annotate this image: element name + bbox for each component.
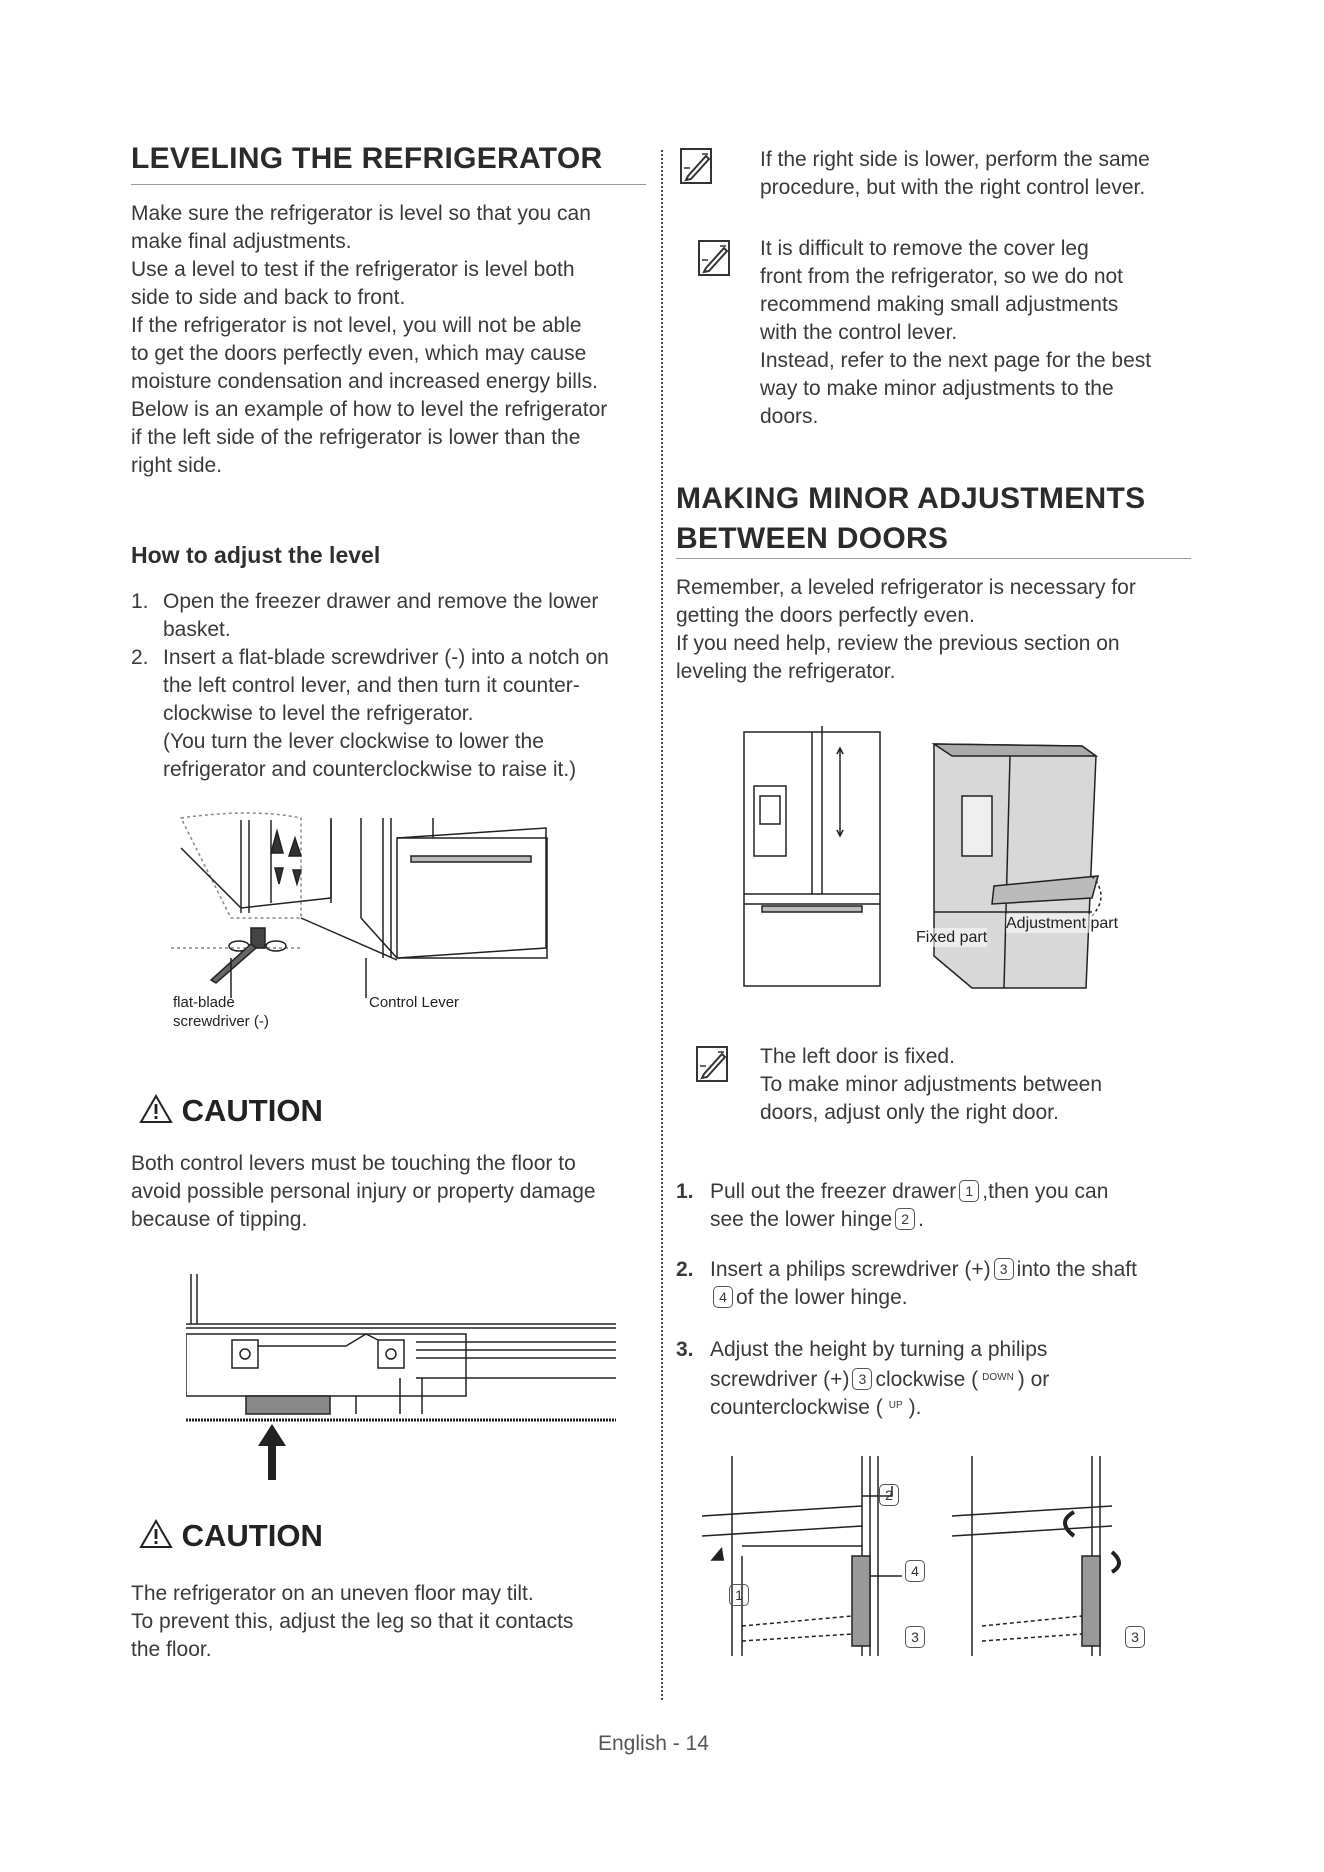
step-text: Pull out the freezer drawer xyxy=(710,1180,957,1203)
note-icon xyxy=(694,1044,730,1084)
caution-line: Both control levers must be touching the floor to xyxy=(131,1152,576,1175)
step-text: of the lower hinge. xyxy=(736,1286,908,1309)
caution-line: To prevent this, adjust the leg so that it contacts xyxy=(131,1610,574,1633)
note-line: doors. xyxy=(760,405,819,428)
caution-line: The refrigerator on an uneven floor may tilt. xyxy=(131,1582,534,1605)
step-text: screwdriver (+) xyxy=(710,1368,850,1391)
column-divider xyxy=(661,150,663,1700)
step-line: Insert a flat-blade screwdriver (-) into a notch on xyxy=(163,646,609,669)
step-line xyxy=(710,1206,924,1234)
fig-caption-screwdriver xyxy=(173,993,269,1031)
caption-line: flat-blade xyxy=(173,994,235,1011)
step-line xyxy=(710,1178,1108,1206)
note-icon xyxy=(678,146,714,186)
step-line: basket. xyxy=(163,618,231,641)
step-line xyxy=(710,1256,1137,1284)
adjustments-title-line1: MAKING MINOR ADJUSTMENTS xyxy=(676,482,1146,515)
note-line: To make minor adjustments between xyxy=(760,1073,1102,1096)
caution-heading xyxy=(139,1093,323,1129)
ref-number-box: 4 xyxy=(713,1286,733,1308)
warning-icon xyxy=(139,1094,173,1124)
note-line: way to make minor adjustments to the xyxy=(760,377,1114,400)
fridge-illustration xyxy=(742,726,1162,996)
note-line: Instead, refer to the next page for the best xyxy=(760,349,1152,372)
ref-number-box: 4 xyxy=(905,1560,925,1582)
fig-caption-lever: Control Lever xyxy=(369,994,460,1011)
caution-label: CAUTION xyxy=(181,1518,323,1553)
fig-label-adjustment: Adjustment part xyxy=(1006,915,1119,932)
intro-line: moisture condensation and increased energy bills. xyxy=(131,370,598,393)
step-number: 3. xyxy=(676,1338,694,1361)
step-line: refrigerator and counterclockwise to raise it.) xyxy=(163,758,577,781)
caution-line: the floor. xyxy=(131,1638,212,1661)
ref-number-box: 2 xyxy=(895,1208,915,1230)
step-text: clockwise ( xyxy=(875,1368,979,1391)
note-line: with the control lever. xyxy=(760,321,958,344)
ref-number-box: 1 xyxy=(729,1584,749,1606)
step-line: (You turn the lever clockwise to lower the xyxy=(163,730,544,753)
ref-number-box: 3 xyxy=(852,1368,872,1390)
note-line: procedure, but with the right control lever. xyxy=(760,176,1146,199)
leg-illustration xyxy=(186,1274,626,1480)
intro-line: to get the doors perfectly even, which may cause xyxy=(131,342,587,365)
up-arrow-icon: UP xyxy=(888,1400,903,1411)
leveling-illustration xyxy=(171,808,651,1008)
intro-line: right side. xyxy=(131,454,223,477)
ref-number-box: 3 xyxy=(994,1258,1014,1280)
title-rule xyxy=(676,558,1191,559)
note-line: recommend making small adjustments xyxy=(760,293,1119,316)
caption-line: screwdriver (-) xyxy=(173,1013,269,1030)
note-line: doors, adjust only the right door. xyxy=(760,1101,1059,1124)
adjustments-title-line2: BETWEEN DOORS xyxy=(676,522,949,555)
note-line: front from the refrigerator, so we do not xyxy=(760,265,1124,288)
intro-line: If the refrigerator is not level, you will not be able xyxy=(131,314,582,337)
step-number: 2. xyxy=(676,1258,694,1281)
intro-line: If you need help, review the previous section on xyxy=(676,632,1120,655)
caution-line: because of tipping. xyxy=(131,1208,308,1231)
step-number: 1. xyxy=(131,590,149,613)
intro-line: side to side and back to front. xyxy=(131,286,406,309)
step-text: ,then you can xyxy=(982,1180,1109,1203)
step-line xyxy=(710,1364,1049,1394)
ref-number-box: 3 xyxy=(1125,1626,1145,1648)
page-footer: English - 14 xyxy=(598,1732,709,1755)
note-line: It is difficult to remove the cover leg xyxy=(760,237,1089,260)
leveling-title: LEVELING THE REFRIGERATOR xyxy=(131,142,603,175)
step-text: ). xyxy=(908,1396,922,1419)
caution-heading xyxy=(139,1518,323,1554)
note-line: If the right side is lower, perform the same xyxy=(760,148,1150,171)
ref-number-box: 2 xyxy=(879,1484,899,1506)
step-text: into the shaft xyxy=(1016,1258,1137,1281)
step-line xyxy=(710,1284,908,1312)
title-rule xyxy=(131,184,646,185)
caution-line: avoid possible personal injury or property damage xyxy=(131,1180,596,1203)
step-text: see the lower hinge xyxy=(710,1208,893,1231)
warning-icon xyxy=(139,1519,173,1549)
down-arrow-icon: DOWN xyxy=(982,1372,1014,1383)
how-to-heading: How to adjust the level xyxy=(131,542,381,568)
intro-line: leveling the refrigerator. xyxy=(676,660,896,683)
step-text: . xyxy=(918,1208,924,1231)
step-text: Insert a philips screwdriver (+) xyxy=(710,1258,991,1281)
step-line: clockwise to level the refrigerator. xyxy=(163,702,474,725)
intro-line: make final adjustments. xyxy=(131,230,352,253)
step-line xyxy=(710,1392,921,1422)
intro-line: Remember, a leveled refrigerator is necessary for xyxy=(676,576,1136,599)
caution-label: CAUTION xyxy=(181,1093,323,1128)
intro-line: Use a level to test if the refrigerator is level both xyxy=(131,258,575,281)
note-icon xyxy=(696,238,732,278)
note-line: The left door is fixed. xyxy=(760,1045,955,1068)
intro-line: if the left side of the refrigerator is lower than the xyxy=(131,426,581,449)
step-line: Adjust the height by turning a philips xyxy=(710,1338,1048,1361)
step-text: ) or xyxy=(1017,1368,1050,1391)
ref-number-box: 1 xyxy=(959,1180,979,1202)
intro-line: getting the doors perfectly even. xyxy=(676,604,975,627)
intro-line: Below is an example of how to level the refrigerator xyxy=(131,398,608,421)
step-text: counterclockwise ( xyxy=(710,1396,883,1419)
step-line: Open the freezer drawer and remove the lower xyxy=(163,590,599,613)
step-number: 1. xyxy=(676,1180,694,1203)
ref-number-box: 3 xyxy=(905,1626,925,1648)
step-line: the left control lever, and then turn it counter- xyxy=(163,674,580,697)
intro-line: Make sure the refrigerator is level so that you can xyxy=(131,202,591,225)
step-number: 2. xyxy=(131,646,149,669)
fig-label-fixed: Fixed part xyxy=(916,929,988,946)
